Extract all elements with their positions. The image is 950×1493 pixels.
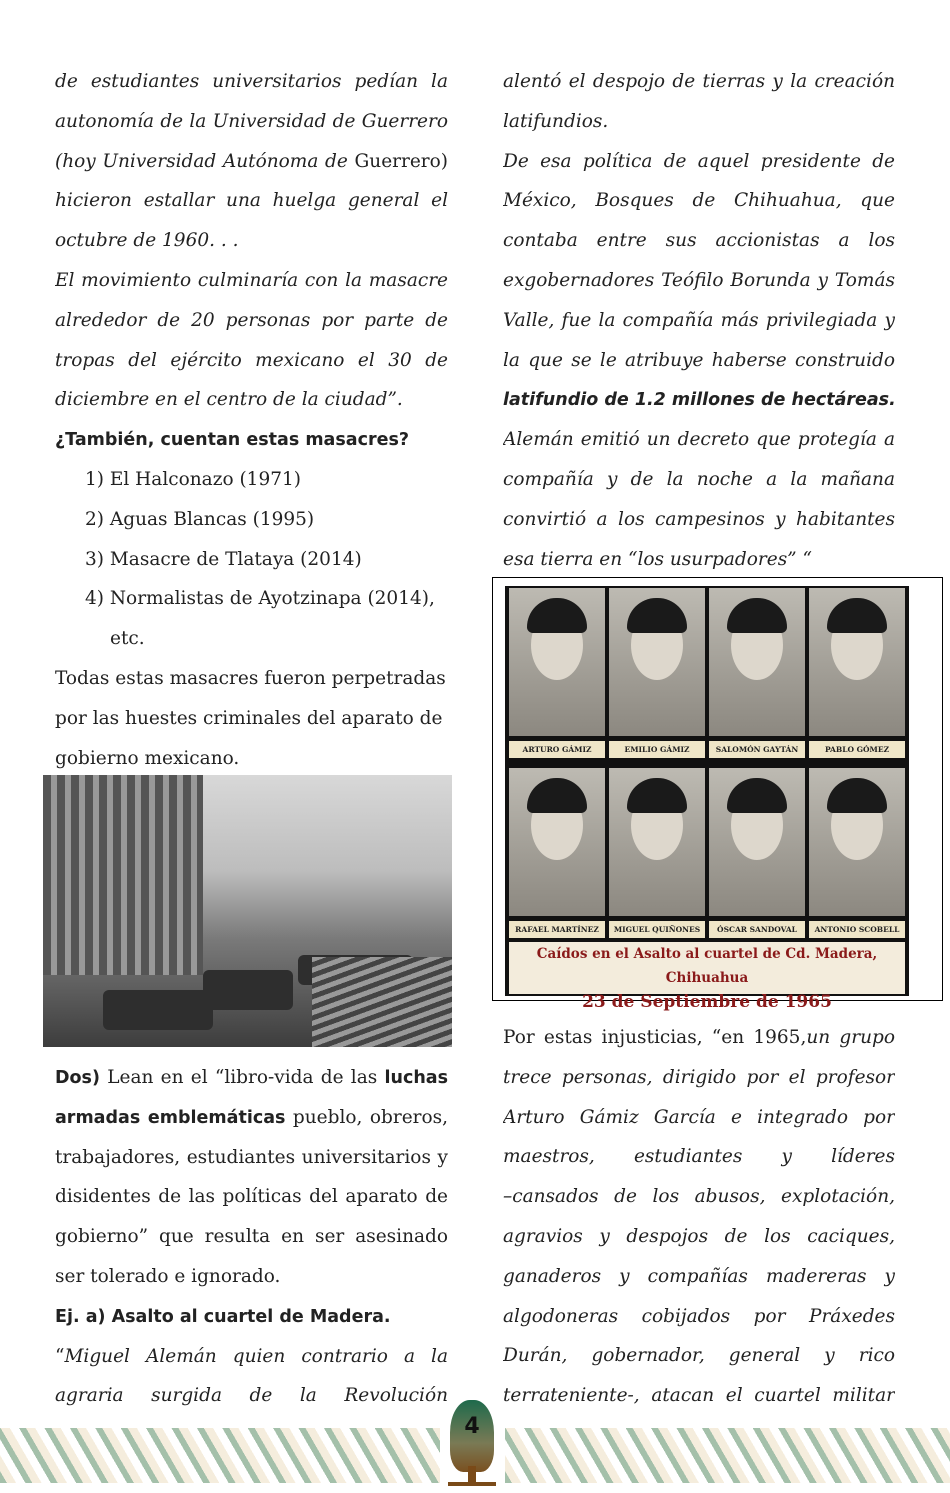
text-run: 3) Masacre de Tlataya (2014) — [85, 548, 362, 570]
portrait-photo — [509, 768, 605, 916]
portrait-photo — [809, 768, 905, 916]
text-run: Guerrero) — [354, 150, 448, 172]
text-run: un grupo — [806, 1027, 895, 1048]
text-run: diciembre en el centro de la ciudad”. — [55, 389, 403, 411]
text-line — [503, 62, 895, 102]
portrait-name-label: MIGUEL QUIÑONES — [609, 921, 705, 938]
text-run: ¿También, cuentan estas masacres? — [55, 430, 410, 451]
text-line — [55, 142, 448, 182]
text-line — [55, 1138, 448, 1178]
text-run: alentó el despojo de tierras y la creación — [503, 71, 895, 92]
text-line — [55, 341, 448, 381]
text-line — [503, 1018, 895, 1058]
text-run: Todas estas masacres fueron perpetradas — [55, 667, 446, 689]
text-line — [55, 1098, 448, 1138]
text-run: exgobernadores Teófilo Borunda y Tomás — [503, 269, 895, 291]
left-column-text-bottom — [55, 1058, 448, 1416]
text-run: por las huestes criminales del aparato de — [55, 707, 443, 729]
text-line — [55, 221, 448, 261]
text-line — [503, 1098, 895, 1138]
text-line — [55, 181, 448, 221]
text-run: 1) El Halconazo (1971) — [85, 468, 301, 490]
portrait-name-label: SALOMÓN GAYTÁN — [709, 741, 805, 758]
portrait-photo — [709, 588, 805, 736]
text-run: El movimiento culminaría con la masacre — [55, 269, 448, 291]
text-line — [503, 1257, 895, 1297]
portrait-photo — [709, 768, 805, 916]
text-run: (hoy Universidad Autónoma de — [55, 150, 355, 172]
portrait-photo — [509, 588, 605, 736]
portrait-name-label: ARTURO GÁMIZ — [509, 741, 605, 758]
text-run: de estudiantes universitarios pedían la — [55, 71, 448, 92]
text-run: gobierno mexicano. — [55, 747, 240, 769]
text-run: agravios y despojos de los caciques, — [503, 1225, 895, 1247]
text-run: latifundio de 1.2 millones de hectáreas. — [503, 390, 896, 411]
text-run: tropas del ejército mexicano el 30 de — [55, 349, 448, 371]
text-line — [503, 261, 895, 301]
text-line — [55, 500, 448, 540]
text-line — [503, 1217, 895, 1257]
portrait-name-label: ÓSCAR SANDOVAL — [709, 921, 805, 938]
tree-icon — [448, 1400, 496, 1490]
text-line — [55, 1376, 448, 1416]
text-line — [55, 1217, 448, 1257]
text-run: Por estas injusticias, “en 1965, — [503, 1027, 807, 1048]
text-line — [503, 301, 895, 341]
portrait-name-label: PABLO GÓMEZ — [809, 741, 905, 758]
text-line — [55, 380, 448, 420]
text-line — [503, 1137, 895, 1177]
text-run: pueblo, obreros, — [285, 1106, 448, 1128]
caption-line-2: 23 de Septiembre de 1965 — [582, 992, 832, 1012]
text-line — [55, 659, 448, 699]
text-run: México, Bosques de Chihuahua, que — [503, 190, 895, 212]
left-column-text-top — [55, 62, 448, 778]
text-line — [55, 420, 448, 460]
text-run: Dos) — [55, 1068, 100, 1088]
text-line — [55, 1337, 448, 1377]
text-line — [55, 301, 448, 341]
text-line — [55, 699, 448, 739]
text-run: disidentes de las políticas del aparato de — [55, 1186, 448, 1208]
portrait-photo — [609, 588, 705, 736]
text-run: luchas — [384, 1068, 448, 1088]
text-run: Alemán emitió un decreto que protegía a — [503, 429, 895, 451]
text-line — [55, 460, 448, 500]
text-line — [55, 619, 448, 659]
text-run: etc. — [110, 628, 145, 650]
text-line — [55, 1297, 448, 1337]
text-line — [503, 540, 895, 580]
text-run: compañía y de la noche a la mañana — [503, 468, 895, 490]
text-run: –cansados de los abusos, explotación, — [503, 1186, 895, 1208]
text-line — [55, 1058, 448, 1098]
portrait-name-label: ANTONIO SCOBELL — [809, 921, 905, 938]
right-column-text-top — [503, 62, 895, 579]
text-line — [503, 420, 895, 460]
footer-leaves-border — [0, 1414, 950, 1493]
text-line — [503, 341, 895, 381]
text-run: “ — [55, 1345, 65, 1367]
text-line — [503, 1336, 895, 1376]
text-run: Arturo Gámiz García e integrado por — [503, 1106, 895, 1128]
text-run: algodoneras cobijados por Práxedes — [503, 1305, 895, 1327]
portrait-name-label: RAFAEL MARTÍNEZ — [509, 921, 605, 938]
text-run: la que se le atribuye haberse construido — [503, 349, 895, 371]
text-line — [55, 540, 448, 580]
page-number: 4 — [464, 1414, 480, 1439]
text-run: Lean en el “libro-vida de las — [99, 1067, 385, 1088]
text-line — [503, 1297, 895, 1337]
text-run: armadas emblemáticas — [55, 1107, 286, 1128]
text-line — [55, 261, 448, 301]
text-run: De esa política de aquel presidente de — [503, 150, 895, 172]
photo-armored-vehicles-street — [43, 775, 452, 1047]
portrait-name-label: EMILIO GÁMIZ — [609, 741, 705, 758]
text-run: esa tierra en “los usurpadores” “ — [503, 548, 812, 570]
text-run: ser tolerado e ignorado. — [55, 1265, 281, 1287]
portrait-photo — [609, 768, 705, 916]
right-column-text-bottom — [503, 1018, 895, 1416]
text-run: Miguel Alemán quien contrario a la — [64, 1345, 448, 1367]
text-run: octubre de 1960. . . — [55, 230, 239, 252]
text-line — [55, 579, 448, 619]
text-line — [503, 460, 895, 500]
text-run: gobierno” que resulta en ser asesinado — [55, 1226, 448, 1248]
text-run: autonomía de la Universidad de Guerrero — [55, 110, 448, 132]
text-line — [503, 1376, 895, 1416]
text-run: Durán, gobernador, general y rico — [503, 1345, 895, 1367]
text-line — [503, 181, 895, 221]
text-run: contaba entre sus accionistas a los — [503, 230, 895, 252]
text-run: Ej. a) Asalto al cuartel de Madera. — [55, 1306, 391, 1327]
text-line — [55, 102, 448, 142]
portrait-photo — [809, 588, 905, 736]
text-line — [503, 500, 895, 540]
text-run: maestros, estudiantes y líderes — [503, 1146, 895, 1168]
text-line — [503, 221, 895, 261]
text-run: 2) Aguas Blancas (1995) — [85, 508, 315, 530]
text-line — [503, 1058, 895, 1098]
text-run: 4) Normalistas de Ayotzinapa (2014), — [85, 588, 435, 610]
text-line — [55, 1177, 448, 1217]
text-run: trece personas, dirigido por el profesor — [503, 1066, 895, 1088]
text-run: hicieron estallar una huelga general el — [55, 190, 448, 212]
text-line — [55, 739, 448, 779]
text-run: trabajadores, estudiantes universitarios y — [55, 1146, 448, 1168]
text-line — [55, 1257, 448, 1297]
text-run: latifundios. — [503, 110, 609, 132]
text-run: alrededor de 20 personas por parte de — [55, 309, 448, 331]
caption-line-1: Caídos en el Asalto al cuartel de Cd. Madera, Chihuahua — [536, 946, 878, 986]
text-line — [55, 62, 448, 102]
text-line — [503, 142, 895, 182]
text-line — [503, 1177, 895, 1217]
photo-caption — [509, 942, 905, 1012]
text-line — [503, 380, 895, 420]
text-run: Valle, fue la compañía más privilegiada y — [503, 309, 895, 331]
text-run: terrateniente-, atacan el cuartel militar — [503, 1385, 895, 1407]
text-run: ganaderos y compañías madereras y — [503, 1265, 895, 1287]
text-line — [503, 102, 895, 142]
text-run: convirtió a los campesinos y habitantes — [503, 508, 895, 530]
photo-fallen-madera-assault — [492, 577, 943, 1012]
text-run: agraria surgida de la Revolución — [55, 1385, 448, 1407]
